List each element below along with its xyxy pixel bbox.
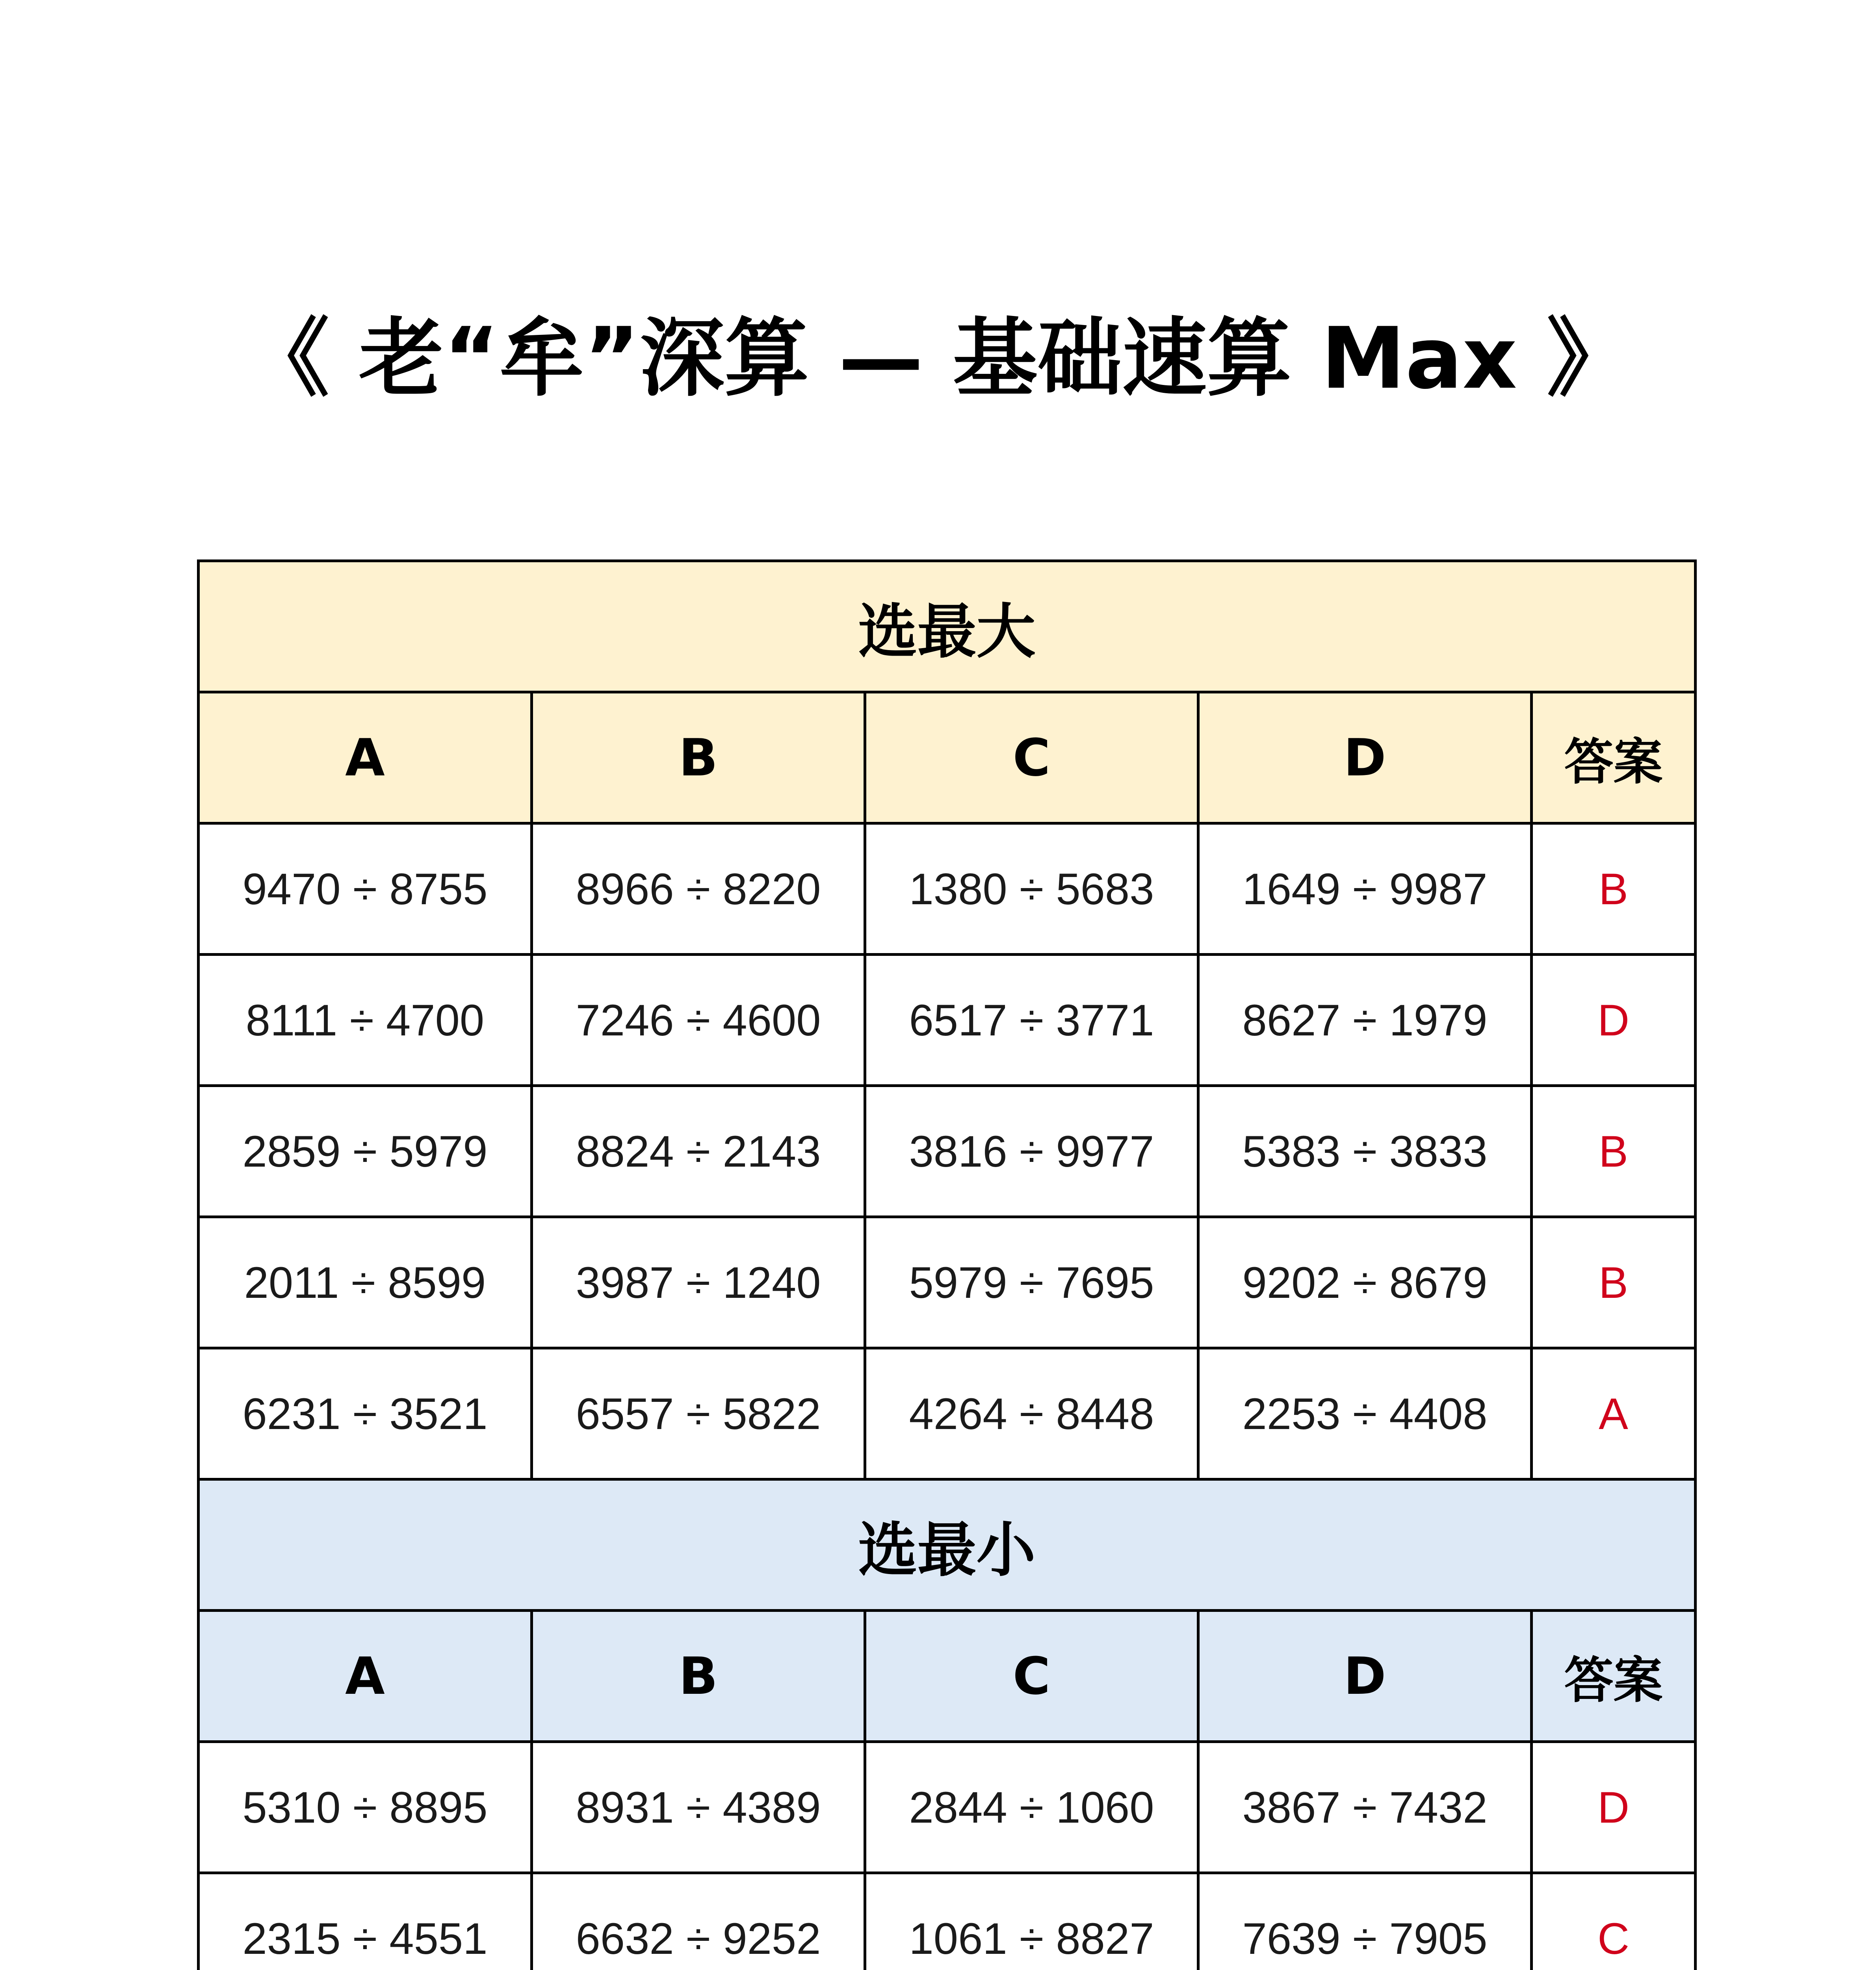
section-max-title-row	[199, 561, 1696, 692]
section-max-header-row	[199, 692, 1696, 823]
option-a: 5310 ÷ 8895	[199, 1742, 532, 1873]
option-c: 5979 ÷ 7695	[865, 1217, 1198, 1348]
column-header-c: C	[865, 692, 1198, 823]
option-d: 2253 ÷ 4408	[1198, 1348, 1532, 1479]
column-header-a: A	[199, 692, 532, 823]
option-a: 2315 ÷ 4551	[199, 1873, 532, 1970]
option-b: 8824 ÷ 2143	[532, 1086, 865, 1217]
table-row	[199, 1742, 1696, 1873]
section-min-title-row	[199, 1479, 1696, 1611]
table-row	[199, 1348, 1696, 1479]
table-row	[199, 1217, 1696, 1348]
option-c: 2844 ÷ 1060	[865, 1742, 1198, 1873]
option-a: 9470 ÷ 8755	[199, 823, 532, 955]
section-title-max: 选最大	[199, 561, 1696, 692]
answer-cell: B	[1532, 1217, 1696, 1348]
column-header-a: A	[199, 1611, 532, 1742]
option-b: 6632 ÷ 9252	[532, 1873, 865, 1970]
option-d: 7639 ÷ 7905	[1198, 1873, 1532, 1970]
answer-cell: D	[1532, 955, 1696, 1086]
column-header-b: B	[532, 692, 865, 823]
section-min-header-row	[199, 1611, 1696, 1742]
section-title-min: 选最小	[199, 1479, 1696, 1611]
answer-cell: D	[1532, 1742, 1696, 1873]
answer-cell: B	[1532, 1086, 1696, 1217]
option-b: 8931 ÷ 4389	[532, 1742, 865, 1873]
option-c: 4264 ÷ 8448	[865, 1348, 1198, 1479]
option-c: 6517 ÷ 3771	[865, 955, 1198, 1086]
column-header-c: C	[865, 1611, 1198, 1742]
option-a: 6231 ÷ 3521	[199, 1348, 532, 1479]
option-b: 8966 ÷ 8220	[532, 823, 865, 955]
option-d: 1649 ÷ 9987	[1198, 823, 1532, 955]
answer-cell: B	[1532, 823, 1696, 955]
column-header-d: D	[1198, 692, 1532, 823]
answer-cell: C	[1532, 1873, 1696, 1970]
option-d: 9202 ÷ 8679	[1198, 1217, 1532, 1348]
option-d: 5383 ÷ 3833	[1198, 1086, 1532, 1217]
column-header-b: B	[532, 1611, 865, 1742]
column-header-answer: 答案	[1532, 1611, 1696, 1742]
option-b: 6557 ÷ 5822	[532, 1348, 865, 1479]
option-a: 2011 ÷ 8599	[199, 1217, 532, 1348]
column-header-answer: 答案	[1532, 692, 1696, 823]
option-b: 3987 ÷ 1240	[532, 1217, 865, 1348]
answer-cell: A	[1532, 1348, 1696, 1479]
option-d: 3867 ÷ 7432	[1198, 1742, 1532, 1873]
table-row	[199, 955, 1696, 1086]
column-header-d: D	[1198, 1611, 1532, 1742]
table-row	[199, 823, 1696, 955]
page-title: 《 老“牟”深算 — 基础速算 Max 》	[245, 309, 1631, 408]
option-a: 2859 ÷ 5979	[199, 1086, 532, 1217]
option-c: 1380 ÷ 5683	[865, 823, 1198, 955]
option-c: 3816 ÷ 9977	[865, 1086, 1198, 1217]
option-d: 8627 ÷ 1979	[1198, 955, 1532, 1086]
table-row	[199, 1086, 1696, 1217]
table-row	[199, 1873, 1696, 1970]
option-c: 1061 ÷ 8827	[865, 1873, 1198, 1970]
option-a: 8111 ÷ 4700	[199, 955, 532, 1086]
quiz-table	[197, 559, 1697, 1970]
option-b: 7246 ÷ 4600	[532, 955, 865, 1086]
